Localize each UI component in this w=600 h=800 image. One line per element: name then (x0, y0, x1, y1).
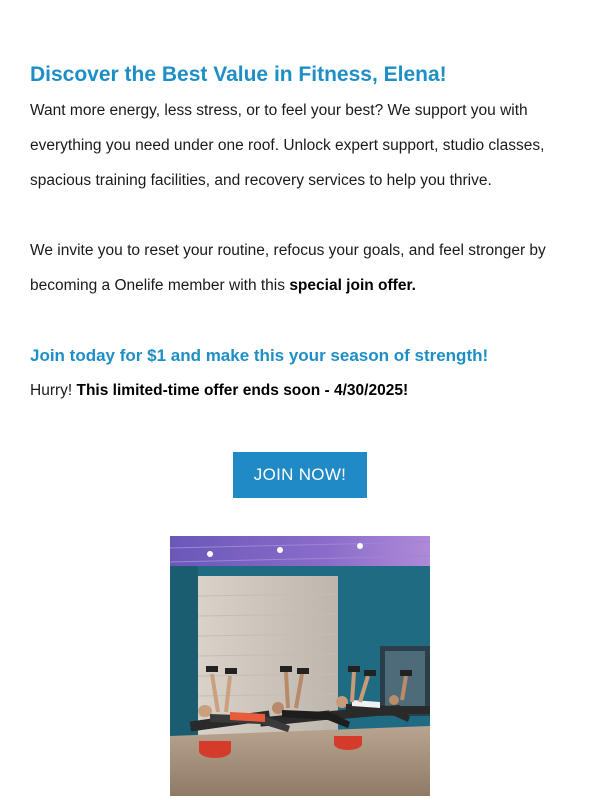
intro-paragraph: Want more energy, less stress, or to feel your best? We support you with everything you need under one roof. Unlock expert support, studio classes, spacious training facilities, and recovery services to help you thrive. (30, 102, 545, 189)
join-now-button[interactable]: JOIN NOW! (233, 452, 367, 498)
invite-paragraph (30, 233, 570, 303)
invite-text: We invite you to reset your routine, refocus your goals, and feel stronger by becoming a Onelife member with this (30, 242, 546, 294)
offer-heading: Join today for $1 and make this your season of strength! (30, 346, 489, 365)
deadline-emphasis: This limited-time offer ends soon - 4/30/2025! (76, 382, 409, 399)
fitness-class-illustration (170, 536, 430, 796)
fitness-class-photo[interactable] (170, 536, 430, 796)
deadline-prefix: Hurry! (30, 382, 77, 399)
headline: Discover the Best Value in Fitness, Elena! (30, 63, 447, 86)
invite-emphasis: special join offer. (289, 277, 416, 294)
deadline-text (30, 376, 408, 406)
